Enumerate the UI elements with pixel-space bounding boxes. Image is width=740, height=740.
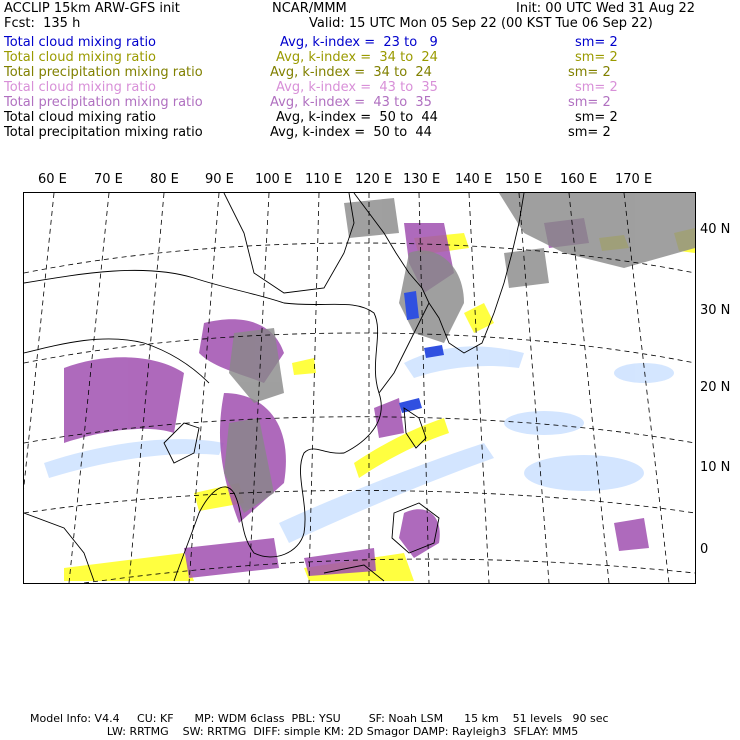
lon-label: 60 E: [38, 172, 67, 187]
lon-label: 120 E: [355, 172, 393, 187]
lat-label: 20 N: [700, 380, 731, 395]
lat-label: 40 N: [700, 222, 731, 237]
field-avg: Avg, k-index = 43 to 35: [276, 80, 438, 95]
lon-label: 170 E: [615, 172, 653, 187]
field-avg: Avg, k-index = 50 to 44: [276, 110, 438, 125]
lon-label: 140 E: [455, 172, 493, 187]
model-info-line1: Model Info: V4.4 CU: KF MP: WDM 6class PBL: YSU SF: Noah LSM 15 km 51 levels 90 sec: [30, 712, 609, 725]
init-time: Init: 00 UTC Wed 31 Aug 22: [516, 1, 696, 16]
field-sm: sm= 2: [568, 125, 611, 140]
field-name: Total precipitation mixing ratio: [4, 65, 203, 80]
model-info-line2: LW: RRTMG SW: RRTMG DIFF: simple KM: 2D Smagor DAMP: Rayleigh3 SFLAY: MM5: [30, 725, 579, 738]
field-name: Total cloud mixing ratio: [4, 50, 157, 65]
field-avg: Avg, k-index = 43 to 35: [270, 95, 432, 110]
forecast-map: [23, 192, 696, 584]
lon-label: 100 E: [255, 172, 293, 187]
lon-label: 70 E: [94, 172, 123, 187]
lon-label: 160 E: [560, 172, 598, 187]
field-name: Total cloud mixing ratio: [4, 110, 157, 125]
lat-label: 10 N: [700, 460, 731, 475]
field-sm: sm= 2: [575, 35, 618, 50]
field-sm: sm= 2: [568, 95, 611, 110]
model-title: ACCLIP 15km ARW-GFS init: [4, 1, 180, 16]
field-name: Total precipitation mixing ratio: [4, 125, 203, 140]
field-avg: Avg, k-index = 34 to 24: [276, 50, 438, 65]
lat-label: 0: [700, 542, 709, 557]
field-sm: sm= 2: [575, 110, 618, 125]
field-sm: sm= 2: [575, 80, 618, 95]
field-avg: Avg, k-index = 34 to 24: [270, 65, 432, 80]
field-avg: Avg, k-index = 50 to 44: [270, 125, 432, 140]
lon-label: 150 E: [505, 172, 543, 187]
field-avg: Avg, k-index = 23 to 9: [280, 35, 438, 50]
purple-precip-field: [64, 218, 649, 578]
field-name: Total cloud mixing ratio: [4, 35, 157, 50]
lon-label: 80 E: [150, 172, 179, 187]
lon-label: 130 E: [403, 172, 441, 187]
field-name: Total precipitation mixing ratio: [4, 95, 203, 110]
lon-label: 90 E: [205, 172, 234, 187]
forecast-hour: Fcst: 135 h: [4, 16, 81, 31]
valid-time: Valid: 15 UTC Mon 05 Sep 22 (00 KST Tue 06 Sep 22): [309, 16, 653, 31]
field-sm: sm= 2: [568, 65, 611, 80]
lon-label: 110 E: [305, 172, 343, 187]
lat-label: 30 N: [700, 303, 731, 318]
field-name: Total cloud mixing ratio: [4, 80, 157, 95]
org-label: NCAR/MMM: [272, 1, 347, 16]
field-sm: sm= 2: [575, 50, 618, 65]
map-canvas: [24, 193, 695, 583]
